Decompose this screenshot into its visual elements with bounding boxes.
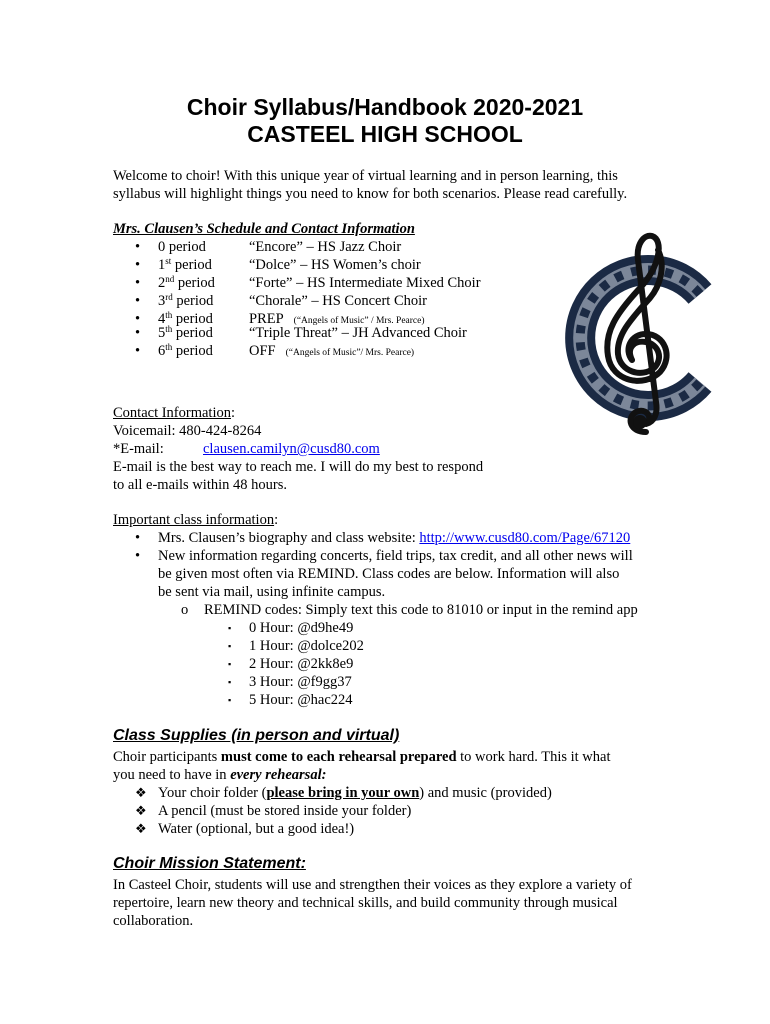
class-name: “Forte” – HS Intermediate Mixed Choir [249, 275, 481, 291]
square-bullet-icon: ▪ [228, 695, 232, 705]
bullet-icon: • [135, 275, 141, 291]
email-label: *E-mail: [113, 441, 164, 457]
class-website-link[interactable]: http://www.cusd80.com/Page/67120 [419, 530, 631, 546]
class-name: PREP [249, 311, 284, 327]
email-note-line-2: to all e-mails within 48 hours. [113, 477, 287, 493]
bullet-icon: • [135, 293, 141, 309]
bullet-icon: • [135, 239, 141, 255]
mission-line-1: In Casteel Choir, students will use and strengthen their voices as they explore a variety of [113, 877, 632, 893]
square-bullet-icon: ▪ [228, 641, 232, 651]
schedule-heading: Mrs. Clausen’s Schedule and Contact Information [113, 221, 415, 237]
voicemail: Voicemail: 480-424-8264 [113, 423, 262, 439]
class-note: (“Angels of Music”/ Mrs. Pearce) [285, 348, 415, 358]
diamond-bullet-icon: ❖ [135, 803, 147, 818]
circle-bullet-icon: o [181, 602, 189, 618]
class-name: “Triple Threat” – JH Advanced Choir [249, 325, 467, 341]
bullet-icon: • [135, 257, 141, 273]
mission-line-3: collaboration. [113, 913, 194, 929]
bullet-icon: • [135, 530, 141, 546]
square-bullet-icon: ▪ [228, 677, 232, 687]
supplies-heading: Class Supplies (in person and virtual) [113, 727, 400, 744]
contact-heading: Contact Information: [113, 405, 236, 421]
intro-line-2: syllabus will highlight things you need to know for both scenarios. Please read carefully. [113, 186, 628, 202]
class-note: (“Angels of Music” / Mrs. Pearce) [293, 316, 425, 326]
supplies-intro-line-2: you need to have in every rehearsal: [113, 767, 327, 783]
class-name: “Dolce” – HS Women’s choir [249, 257, 421, 273]
diamond-bullet-icon: ❖ [135, 785, 147, 800]
bullet-icon: • [135, 311, 141, 327]
intro-line-1: Welcome to choir! With this unique year of virtual learning and in person learning, this [113, 168, 618, 184]
mission-heading: Choir Mission Statement: [113, 855, 306, 872]
email-link[interactable]: clausen.camilyn@cusd80.com [203, 441, 380, 457]
email-row [113, 440, 673, 458]
bullet-icon: • [135, 548, 141, 564]
square-bullet-icon: ▪ [228, 623, 232, 633]
email-note-line-1: E-mail is the best way to reach me. I will do my best to respond [113, 459, 484, 475]
document-title: Choir Syllabus/Handbook 2020-2021 [186, 94, 584, 120]
supplies-intro-line-1: Choir participants must come to each rehearsal prepared to work hard. This it what [113, 749, 611, 765]
class-name: OFF [249, 343, 276, 359]
class-name: “Encore” – HS Jazz Choir [249, 239, 402, 255]
bullet-icon: • [135, 325, 141, 341]
bullet-icon: • [135, 343, 141, 359]
diamond-bullet-icon: ❖ [135, 821, 147, 836]
mission-line-2: repertoire, learn new theory and technical skills, and build community through musical [113, 895, 618, 911]
square-bullet-icon: ▪ [228, 659, 232, 669]
class-info-heading: Important class information: [113, 512, 279, 528]
class-name: “Chorale” – HS Concert Choir [249, 293, 427, 309]
school-name: CASTEEL HIGH SCHOOL [247, 121, 523, 147]
